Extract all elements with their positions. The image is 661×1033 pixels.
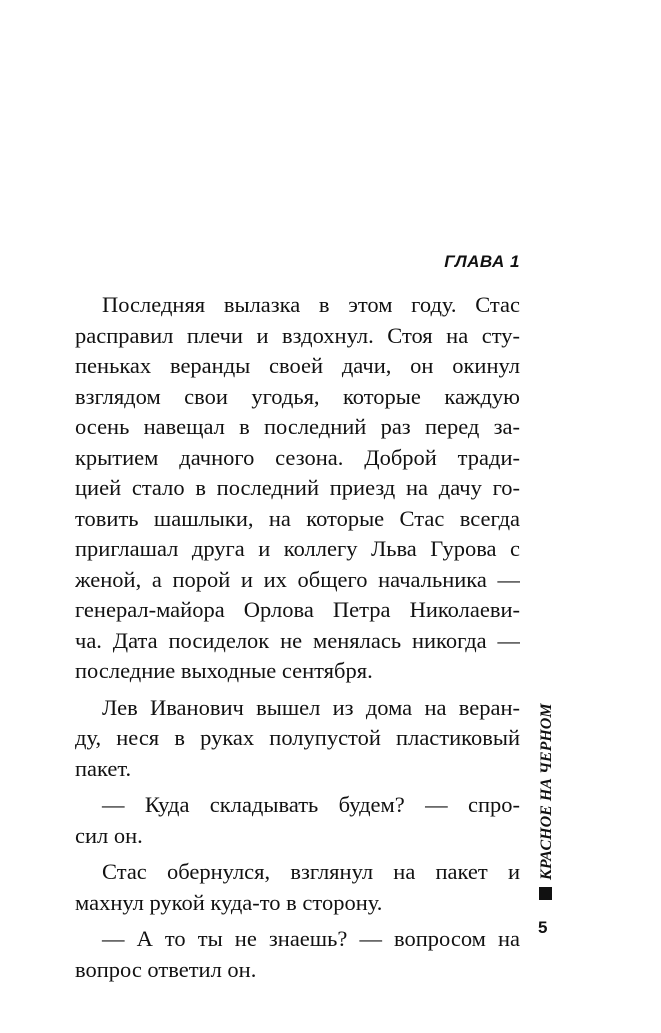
text-line: женой, а порой и их общего начальника — [75, 566, 520, 592]
running-head-title: КРАСНОЕ НА ЧЕРНОМ [538, 703, 555, 880]
chapter-title: ГЛАВА 1 [444, 252, 520, 271]
paragraph-4 [75, 857, 520, 918]
text-line: пакет. [75, 755, 132, 781]
paragraph-3 [75, 790, 520, 851]
text-line: цией стало в последний приезд на дачу го- [75, 475, 520, 500]
text-line: генерал-майора Орлова Петра Николаеви- [75, 597, 520, 622]
text-line: крытием дачного сезона. Доброй тради- [75, 444, 520, 470]
text-line: Последняя вылазка в этом году. Стас [102, 292, 520, 317]
paragraph-2 [75, 693, 520, 785]
text-line: сил он. [75, 822, 143, 848]
body-text [75, 290, 520, 985]
paragraph-5 [75, 924, 520, 985]
text-line: вопрос ответил он. [75, 956, 257, 982]
text-line: — А то ты не знаешь? — вопросом на [102, 926, 520, 951]
paragraph-1 [75, 290, 520, 687]
text-line: — Куда складывать будем? — спро- [102, 792, 520, 817]
text-line: товить шашлыки, на которые Стас всегда [75, 505, 520, 531]
text-line: ча. Дата посиделок не менялась никогда — [75, 627, 520, 653]
text-line: взглядом свои угодья, которые каждую [75, 383, 520, 409]
text-line: махнул рукой куда-то в сторону. [75, 889, 383, 915]
text-line: расправил плечи и вздохнул. Стоя на сту- [75, 322, 520, 348]
text-line: приглашал друга и коллегу Льва Гурова с [75, 536, 520, 561]
text-line: пеньках веранды своей дачи, он окинул [75, 353, 520, 378]
page-number: 5 [538, 918, 548, 937]
text-line: ду, неся в руках полупустой пластиковый [75, 725, 520, 750]
text-line: Лев Иванович вышел из дома на веран- [102, 694, 520, 720]
text-line: осень навещал в последний раз перед за- [75, 414, 520, 439]
text-line: Стас обернулся, взглянул на пакет и [102, 859, 520, 884]
text-line: последние выходные сентября. [75, 658, 373, 683]
running-head-marker [539, 887, 552, 900]
